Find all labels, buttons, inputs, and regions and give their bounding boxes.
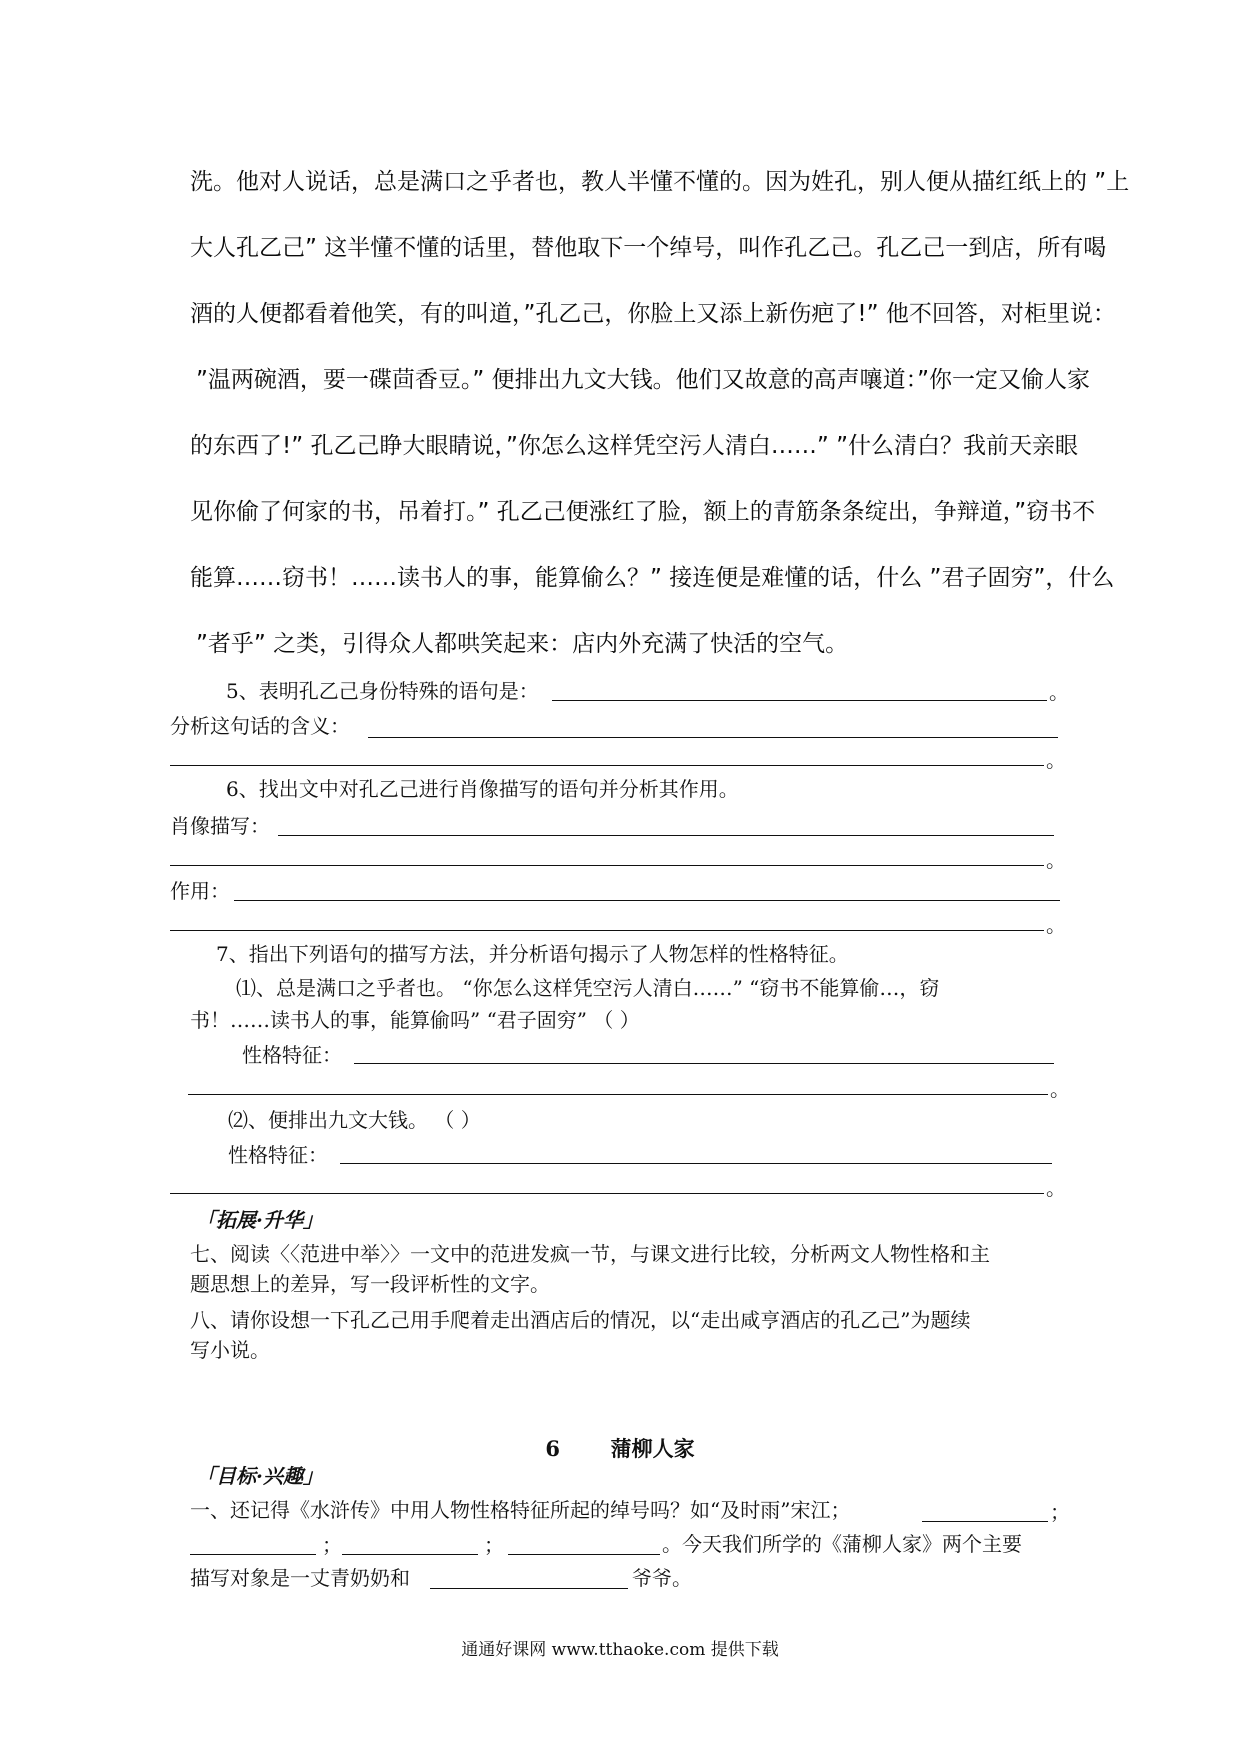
question-one-text-tail: 爷爷。 — [632, 1566, 692, 1590]
question-7-prompt: 7、指出下列语句的描写方法，并分析语句揭示了人物怎样的性格特征。 — [216, 942, 849, 966]
semicolon-mark: ； — [322, 1533, 342, 1557]
answer-blank[interactable] — [170, 1193, 1044, 1194]
question-one-text-end: 描写对象是一丈青奶奶和 — [190, 1566, 410, 1590]
question-seven-line2: 题思想上的差异，写一段评析性的文字。 — [190, 1272, 550, 1296]
passage-line: ”温两碗酒，要一碟茴香豆。” 便排出九文大钱。他们又故意的高声嚷道：”你一定又偷人家 — [196, 367, 1091, 393]
answer-blank[interactable] — [170, 865, 1044, 866]
passage-line: ”者乎” 之类，引得众人都哄笑起来：店内外充满了快活的空气。 — [196, 631, 849, 657]
passage-line: 见你偷了何家的书，吊着打。” 孔乙己便涨红了脸，额上的青筋条条绽出，争辩道，”窃书不 — [190, 499, 1096, 525]
answer-blank[interactable] — [552, 700, 1047, 701]
period-mark: 。 — [1050, 1077, 1070, 1101]
question-7-item-1: ⑴、总是满口之乎者也。 “你怎么这样凭空污人清白……” “窃书不能算偷…，窃 — [236, 976, 940, 1000]
question-one-text: 一、还记得《水浒传》中用人物性格特征所起的绰号吗？如“及时雨”宋江； — [190, 1498, 851, 1522]
answer-blank[interactable] — [922, 1521, 1048, 1522]
semicolon-mark: ； — [1050, 1500, 1070, 1524]
passage-line: 酒的人便都看着他笑，有的叫道，”孔乙己，你脸上又添上新伤疤了!” 他不回答，对柜里说： — [190, 301, 1116, 327]
answer-blank[interactable] — [188, 1094, 1048, 1095]
passage-line: 洗。他对人说话，总是满口之乎者也，教人半懂不懂的。因为姓孔，别人便从描红纸上的 ”上 — [190, 169, 1130, 195]
period-mark: 。 — [1046, 848, 1066, 872]
question-7-item-2: ⑵、便排出九文大钱。 （ ） — [228, 1108, 481, 1132]
page-footer: 通通好课网 www.tthaoke.com 提供下载 — [461, 1640, 779, 1660]
chapter-name: 蒲柳人家 — [610, 1436, 695, 1461]
question-eight-line1: 八、请你设想一下孔乙己用手爬着走出酒店后的情况，以“走出咸亨酒店的孔乙己”为题续 — [190, 1308, 971, 1332]
period-mark: 。 — [1046, 748, 1066, 772]
chapter-title — [0, 1434, 1240, 1464]
period-mark: 。 — [1046, 913, 1066, 937]
section-heading-goals: 「目标·兴趣」 — [196, 1464, 323, 1488]
semicolon-mark: ； — [484, 1533, 504, 1557]
answer-blank[interactable] — [278, 835, 1054, 836]
passage-line: 的东西了!” 孔乙己睁大眼睛说，”你怎么这样凭空污人清白……” ”什么清白？我前天亲眼 — [190, 433, 1079, 459]
question-5-analysis-label: 分析这句话的含义： — [170, 714, 350, 738]
trait-label: 性格特征： — [228, 1143, 328, 1167]
answer-blank[interactable] — [508, 1554, 660, 1555]
question-7-item-1-cont: 书！……读书人的事，能算偷吗” “君子固穷” （ ） — [190, 1008, 640, 1032]
passage-line: 大人孔乙己” 这半懂不懂的话里，替他取下一个绰号，叫作孔乙己。孔乙己一到店，所有喝 — [190, 235, 1107, 261]
passage-line: 能算……窃书！……读书人的事，能算偷么？” 接连便是难懂的话，什么 ”君子固穷”，什么 — [190, 565, 1115, 591]
question-seven-line1: 七、阅读〈〈范进中举〉〉一文中的范进发疯一节，与课文进行比较，分析两文人物性格和主 — [190, 1242, 990, 1266]
answer-blank[interactable] — [234, 900, 1060, 901]
question-eight-line2: 写小说。 — [190, 1338, 270, 1362]
chapter-number: 6 — [545, 1436, 560, 1461]
answer-blank[interactable] — [368, 737, 1058, 738]
question-6-prompt: 6、找出文中对孔乙己进行肖像描写的语句并分析其作用。 — [226, 777, 739, 801]
answer-blank[interactable] — [354, 1063, 1054, 1064]
answer-blank[interactable] — [340, 1163, 1052, 1164]
question-5-prompt: 5、表明孔乙己身份特殊的语句是： — [226, 679, 539, 703]
question-one-text-cont: 。今天我们所学的《蒲柳人家》两个主要 — [662, 1532, 1022, 1556]
answer-blank[interactable] — [342, 1554, 478, 1555]
period-mark: 。 — [1049, 680, 1069, 704]
answer-blank[interactable] — [170, 930, 1044, 931]
answer-blank[interactable] — [190, 1554, 316, 1555]
effect-label: 作用： — [170, 879, 230, 903]
answer-blank[interactable] — [170, 765, 1044, 766]
period-mark: 。 — [1046, 1176, 1066, 1200]
portrait-label: 肖像描写： — [170, 814, 270, 838]
trait-label: 性格特征： — [242, 1043, 342, 1067]
section-heading-extension: 「拓展·升华」 — [196, 1208, 323, 1232]
answer-blank[interactable] — [430, 1588, 628, 1589]
